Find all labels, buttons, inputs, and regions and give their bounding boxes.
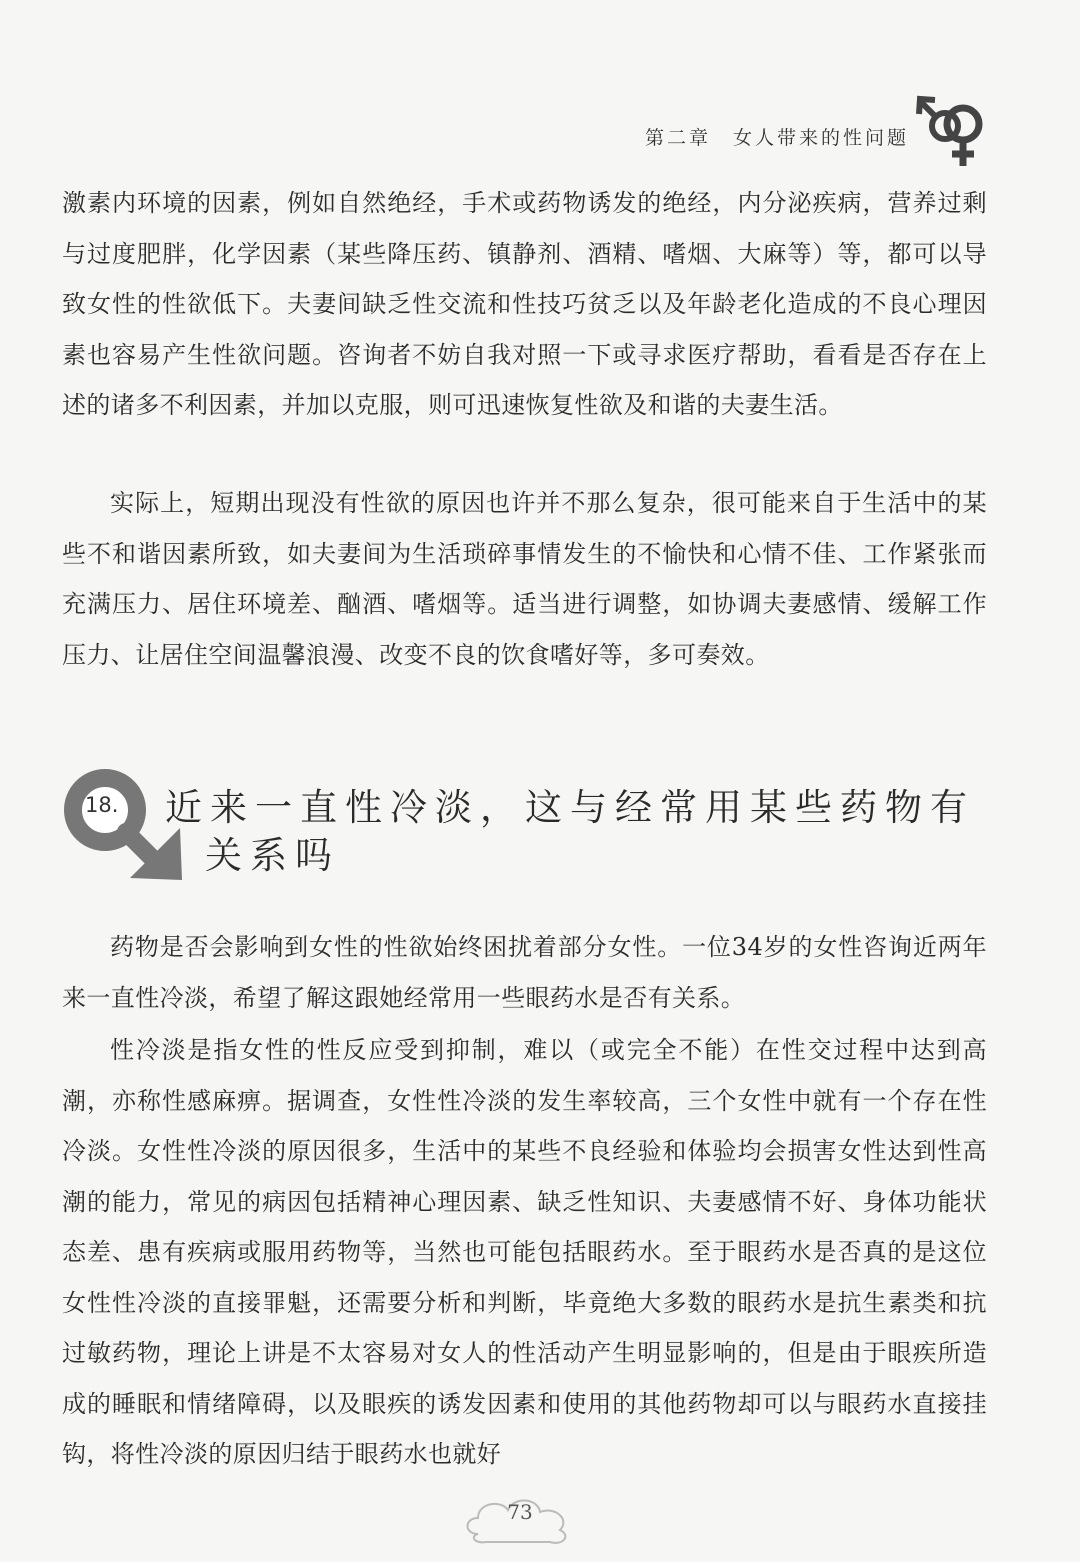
running-head: 第二章 女人带来的性问题	[645, 127, 910, 149]
body-paragraph: 实际上，短期出现没有性欲的原因也许并不那么复杂，很可能来自于生活中的某些不和谐因素所致，如夫妻间为生活琐碎事情发生的不愉快和心情不佳、工作紧张而充满压力、居住环境差、酗酒、嗜烟等。适当进行调整，如协调夫妻感情、缓解工作压力、让居住空间温馨浪漫、改变不良的饮食嗜好等，多可奏效。	[62, 489, 987, 669]
section-title	[165, 784, 985, 880]
gender-symbols-icon	[915, 92, 987, 172]
page-number: 73	[507, 1500, 533, 1524]
section-number: 18.	[85, 793, 119, 817]
body-paragraph: 激素内环境的因素，例如自然绝经，手术或药物诱发的绝经，内分泌疾病，营养过剩与过度肥胖，化学因素（某些降压药、镇静剂、酒精、嗜烟、大麻等）等，都可以导致女性的性欲低下。夫妻间缺乏性交流和性技巧贫乏以及年龄老化造成的不良心理因素也容易产生性欲问题。咨询者不妨自我对照一下或寻求医疗帮助，看看是否存在上述的诸多不利因素，并加以克服，则可迅速恢复性欲及和谐的夫妻生活。	[62, 189, 987, 419]
section-title-line1: 近来一直性冷淡，这与经常用某些药物有	[165, 786, 975, 829]
section-title-line2: 关系吗	[205, 834, 340, 877]
body-paragraph: 药物是否会影响到女性的性欲始终困扰着部分女性。一位34岁的女性咨询近两年来一直性冷淡，希望了解这跟她经常用一些眼药水是否有关系。	[62, 933, 987, 1012]
body-paragraph: 性冷淡是指女性的性反应受到抑制，难以（或完全不能）在性交过程中达到高潮，亦称性感麻痹。据调查，女性性冷淡的发生率较高，三个女性中就有一个存在性冷淡。女性性冷淡的原因很多，生活中的某些不良经验和体验均会损害女性达到性高潮的能力，常见的病因包括精神心理因素、缺乏性知识、夫妻感情不好、身体功能状态差、患有疾病或服用药物等，当然也可能包括眼药水。至于眼药水是否真的是这位女性性冷淡的直接罪魁，还需要分析和判断，毕竟绝大多数的眼药水是抗生素类和抗过敏药物，理论上讲是不太容易对女人的性活动产生明显影响的，但是由于眼疾所造成的睡眠和情绪障碍，以及眼疾的诱发因素和使用的其他药物却可以与眼药水直接挂钩，将性冷淡的原因归结于眼药水也就好	[62, 1036, 987, 1468]
